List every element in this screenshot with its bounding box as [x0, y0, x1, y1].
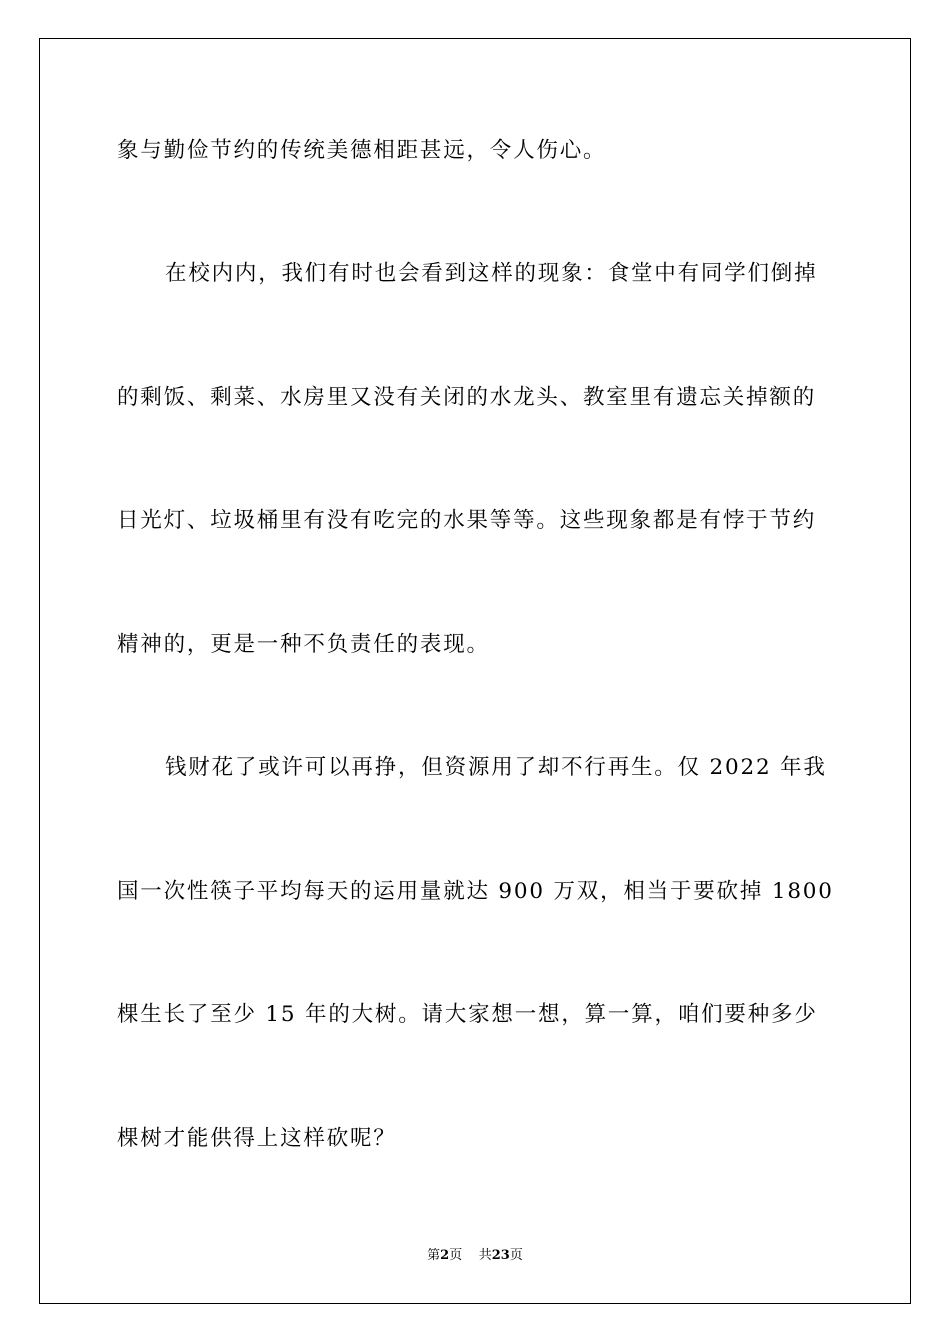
- total-prefix: 共: [478, 1248, 492, 1263]
- paragraph-line: 的剩饭、剩菜、水房里又没有关闭的水龙头、教室里有遗忘关掉额的: [117, 385, 817, 410]
- paragraph-line: 棵生长了至少 15 年的大树。请大家想一想，算一算，咱们要种多少: [117, 1002, 818, 1027]
- page-number: 2: [440, 1248, 450, 1263]
- total-suffix: 页: [509, 1248, 523, 1263]
- page-prefix: 第: [427, 1248, 441, 1263]
- paragraph-line: 棵树才能供得上这样砍呢？: [117, 1126, 397, 1151]
- page-suffix: 页: [449, 1248, 463, 1263]
- paragraph-line: 钱财花了或许可以再挣，但资源用了却不行再生。仅 2022 年我: [165, 755, 827, 780]
- paragraph-line: 精神的，更是一种不负责任的表现。: [117, 632, 490, 657]
- paragraph-line: 象与勤俭节约的传统美德相距甚远，令人伤心。: [117, 138, 607, 163]
- paragraph-line: 国一次性筷子平均每天的运用量就达 900 万双，相当于要砍掉 1800: [117, 879, 834, 904]
- paragraph-line: 日光灯、垃圾桶里有没有吃完的水果等等。这些现象都是有悖于节约: [117, 508, 817, 533]
- paragraph-line: 在校内内，我们有时也会看到这样的现象：食堂中有同学们倒掉: [165, 261, 818, 286]
- page-border: [39, 38, 911, 1304]
- page-footer: [0, 1247, 950, 1265]
- total-pages: 23: [491, 1248, 510, 1263]
